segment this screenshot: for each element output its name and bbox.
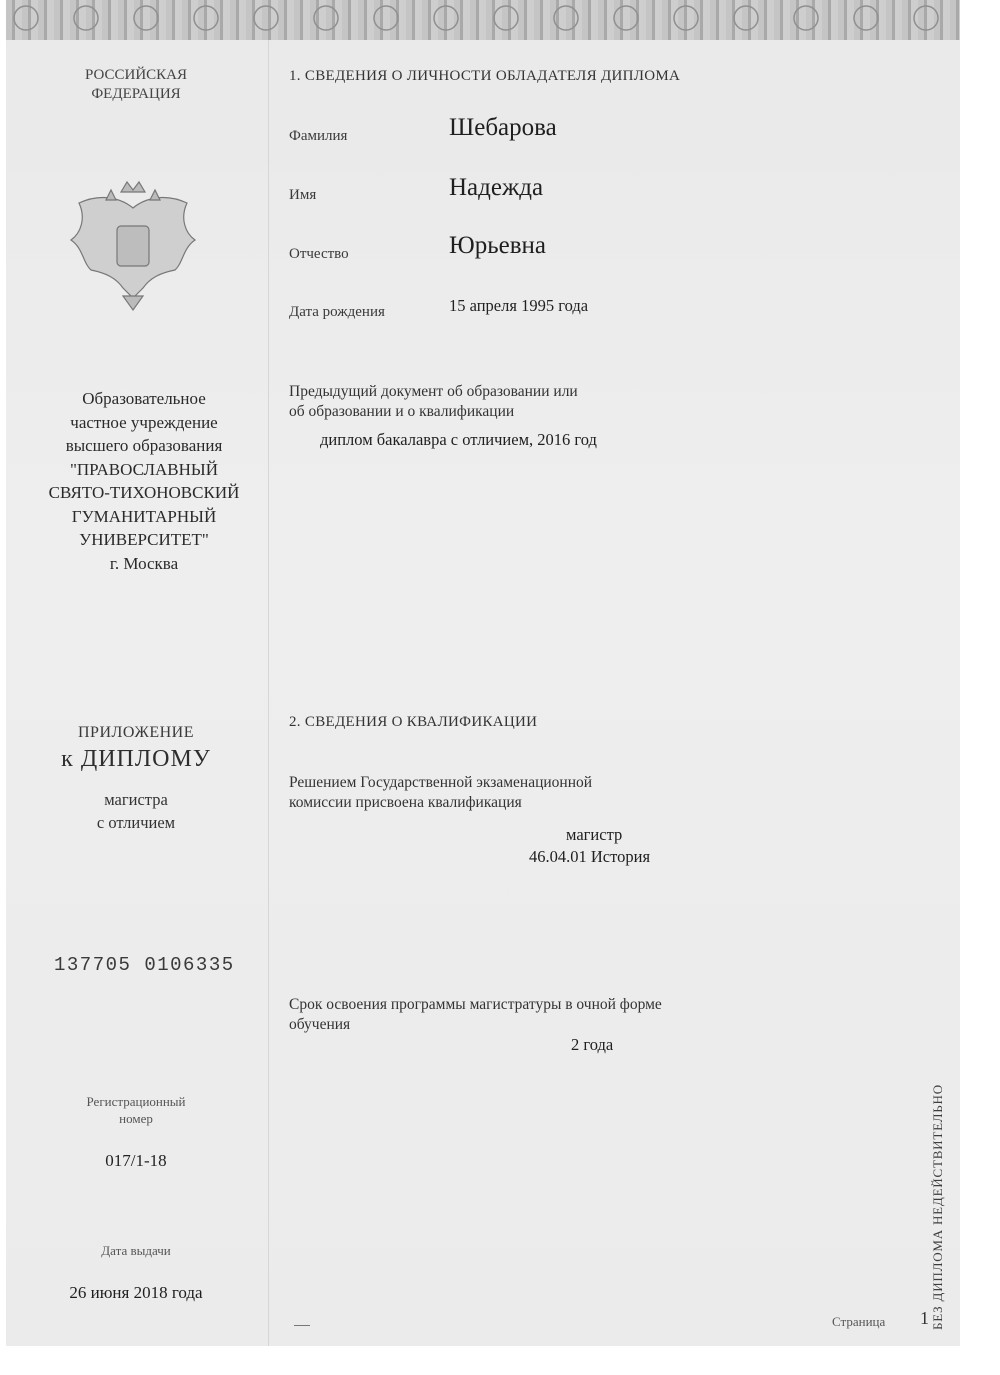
issue-date: 26 июня 2018 года [69,1283,203,1302]
program-duration-label-line-1: Срок освоения программы магистратуры в очной форме [289,996,662,1013]
serial-number: 137705 0106335 [54,954,235,976]
issue-date-label: Дата выдачи [101,1243,171,1258]
institution-name [26,387,262,575]
commission-decision-text [289,773,592,813]
institution-line-5: СВЯТО-ТИХОНОВСКИЙ [48,483,240,502]
patronymic-value: Юрьевна [449,232,546,259]
institution-line-2: частное учреждение [70,412,218,432]
name-value: Надежда [449,174,544,201]
previous-document-label-line-2: об образовании и о квалификации [289,403,515,420]
commission-decision-line-1: Решением Государственной экзаменационной [289,774,593,791]
birthdate-label: Дата рождения [289,304,385,320]
registration-label-line-2: номер [119,1111,153,1126]
degree-honors: с отличием [96,813,176,832]
birthdate-value: 15 апреля 1995 года [449,296,589,315]
previous-document-label-line-1: Предыдущий документ об образовании или [289,383,578,400]
ornament-pattern-icon [6,0,960,40]
section-1-title: 1. СВЕДЕНИЯ О ЛИЧНОСТИ ОБЛАДАТЕЛЯ ДИПЛОМА [289,68,681,84]
program-duration-value: 2 года [571,1035,614,1054]
country-name [36,66,236,104]
previous-document-value: диплом бакалавра с отличием, 2016 год [320,430,597,449]
page-number: 1 [920,1308,929,1328]
appendix-subheading: к ДИПЛОМУ [61,746,211,772]
column-divider [268,40,269,1346]
diploma-appendix-page [6,0,960,1346]
institution-line-6: ГУМАНИТАРНЫЙ [71,506,217,526]
institution-line-8: г. Москва [109,553,179,573]
page-label: Страница [832,1314,886,1329]
commission-decision-line-2: комиссии присвоена квалификация [289,794,522,811]
program-value: 46.04.01 История [529,847,651,866]
decorative-ornament-border [6,0,960,40]
previous-document-label [289,382,578,422]
russian-coat-of-arms-icon [61,178,206,318]
institution-line-4: "ПРАВОСЛАВНЫЙ [69,459,219,479]
registration-label-line-1: Регистрационный [86,1094,186,1109]
name-label: Имя [289,187,317,203]
bottom-dash [294,1325,310,1326]
surname-value: Шебарова [449,114,557,141]
appendix-heading: ПРИЛОЖЕНИЕ [77,724,194,741]
qualification-value: магистр [566,825,623,844]
program-duration-label [289,995,662,1035]
program-duration-label-line-2: обучения [289,1016,351,1033]
surname-label: Фамилия [289,128,348,144]
country-line-1: РОССИЙСКАЯ [84,67,188,83]
institution-line-3: высшего образования [65,436,223,455]
institution-line-7: УНИВЕРСИТЕТ" [79,530,209,549]
institution-line-1: Образовательное [82,389,206,408]
degree-type: магистра [104,790,168,809]
country-line-2: ФЕДЕРАЦИЯ [91,86,181,102]
validity-stamp-vertical: БЕЗ ДИПЛОМА НЕДЕЙСТВИТЕЛЬНО [930,1084,945,1330]
section-2-title: 2. СВЕДЕНИЯ О КВАЛИФИКАЦИИ [289,714,538,730]
registration-number: 017/1-18 [105,1151,167,1170]
patronymic-label: Отчество [289,246,349,262]
